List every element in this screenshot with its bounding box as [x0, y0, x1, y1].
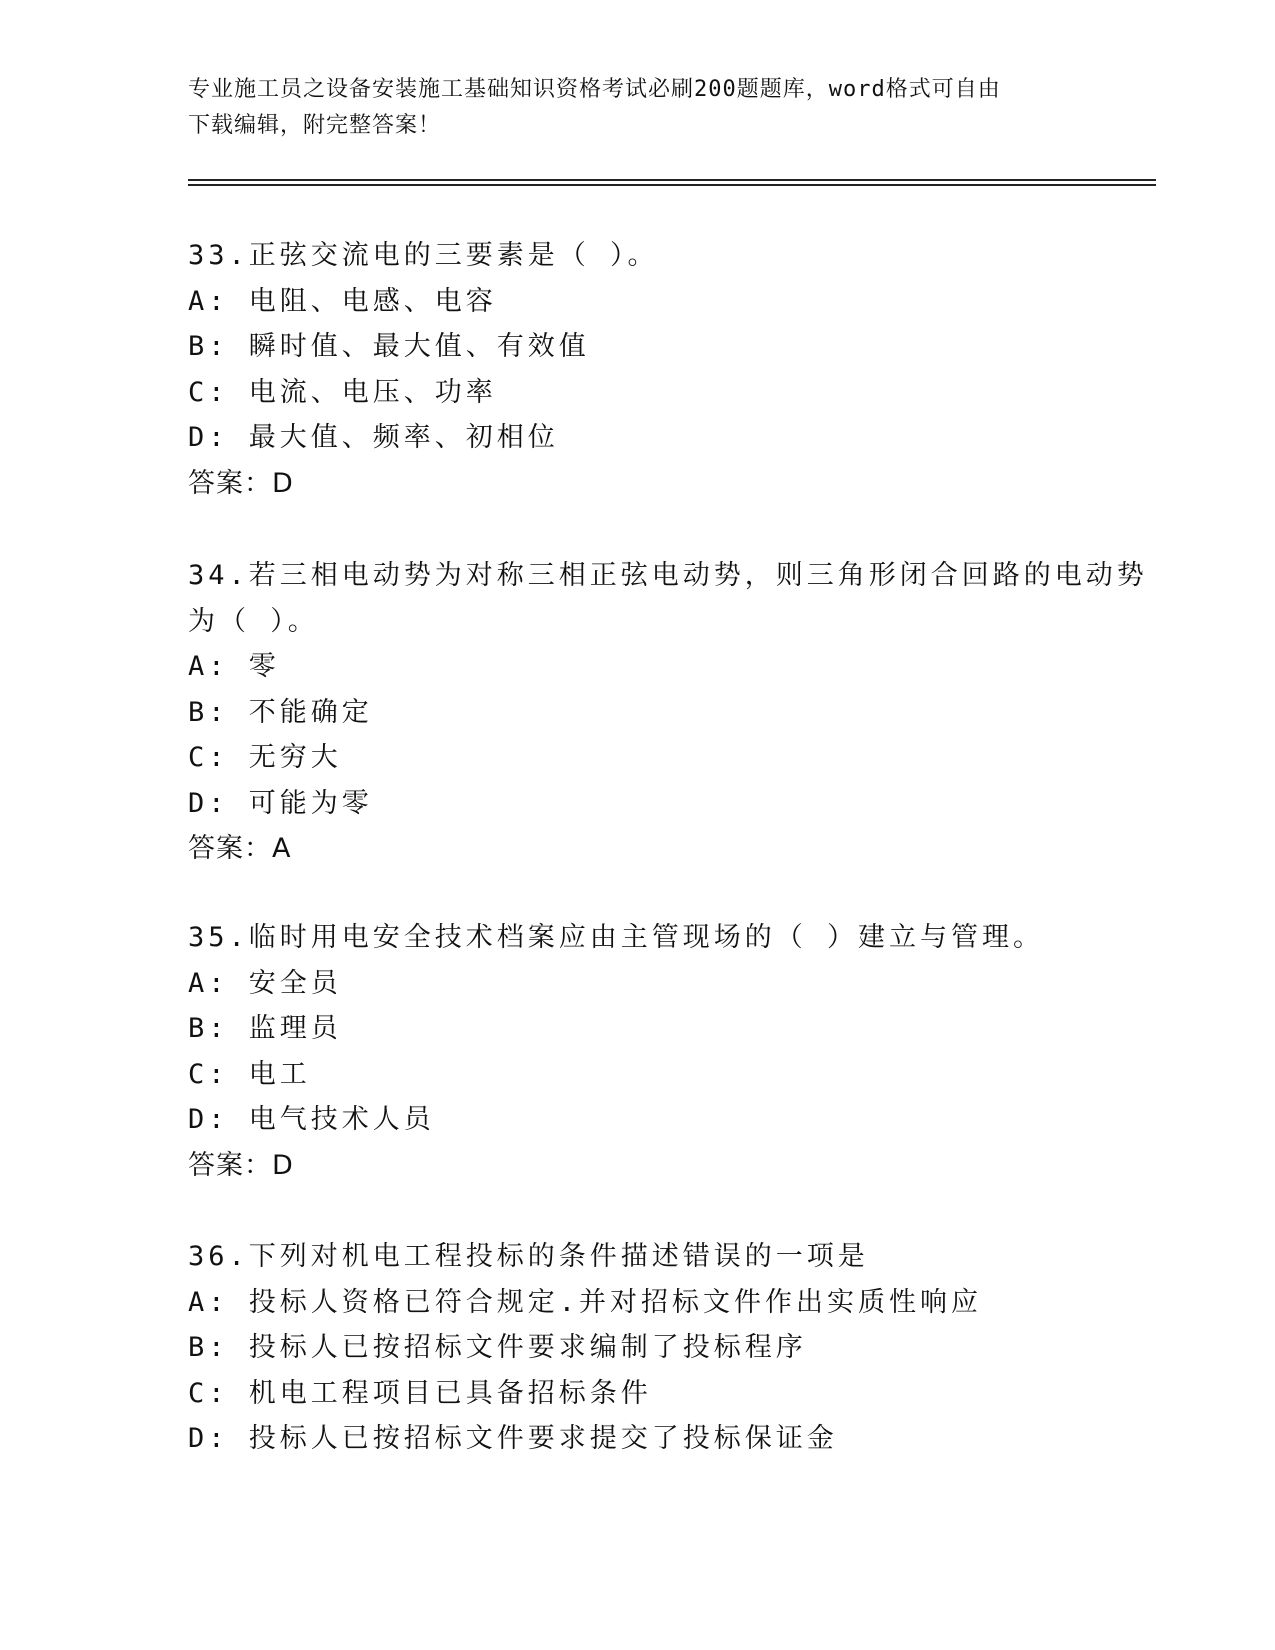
question-stem: 36.下列对机电工程投标的条件描述错误的一项是: [188, 1241, 869, 1272]
header-line-1: 专业施工员之设备安装施工基础知识资格考试必刷200题题库，word格式可自由: [188, 77, 1001, 102]
option-a: A: 投标人资格已符合规定.并对招标文件作出实质性响应: [188, 1286, 983, 1318]
question-35: [188, 915, 1088, 1188]
question-36: [188, 1234, 1088, 1462]
option-c: C: 机电工程项目已具备招标条件: [188, 1377, 652, 1409]
header-line-2: 下载编辑，附完整答案！: [188, 113, 442, 138]
header-rule-bottom: [188, 184, 1156, 186]
option-b: B: 投标人已按招标文件要求编制了投标程序: [188, 1332, 807, 1363]
question-stem: 35.临时用电安全技术档案应由主管现场的（ ）建立与管理。: [188, 922, 1045, 953]
option-c: C: 电工: [188, 1058, 311, 1090]
answer-line: 答案：D: [188, 1149, 294, 1181]
option-d: D: 电气技术人员: [188, 1104, 435, 1135]
option-b: B: 不能确定: [188, 696, 373, 728]
question-stem: 33.正弦交流电的三要素是（ ）。: [188, 240, 659, 271]
question-stem-continued: 为（ ）。: [188, 605, 319, 637]
option-a: A: 零: [188, 651, 280, 682]
document-header: [188, 72, 1088, 144]
option-d: D: 最大值、频率、初相位: [188, 422, 559, 453]
option-c: C: 无穷大: [188, 742, 342, 773]
option-b: B: 瞬时值、最大值、有效值: [188, 331, 590, 362]
option-a: A: 安全员: [188, 967, 342, 999]
option-b: B: 监理员: [188, 1013, 342, 1044]
option-d: D: 投标人已按招标文件要求提交了投标保证金: [188, 1423, 838, 1454]
option-a: A: 电阻、电感、电容: [188, 285, 497, 317]
header-rule-top: [188, 179, 1156, 181]
option-d: D: 可能为零: [188, 787, 373, 819]
answer-line: 答案：A: [188, 833, 292, 864]
question-34: [188, 553, 1148, 872]
answer-line: 答案：D: [188, 467, 294, 499]
option-c: C: 电流、电压、功率: [188, 376, 497, 408]
question-stem: 34.若三相电动势为对称三相正弦电动势，则三角形闭合回路的电动势: [188, 560, 1148, 591]
question-33: [188, 233, 1088, 506]
